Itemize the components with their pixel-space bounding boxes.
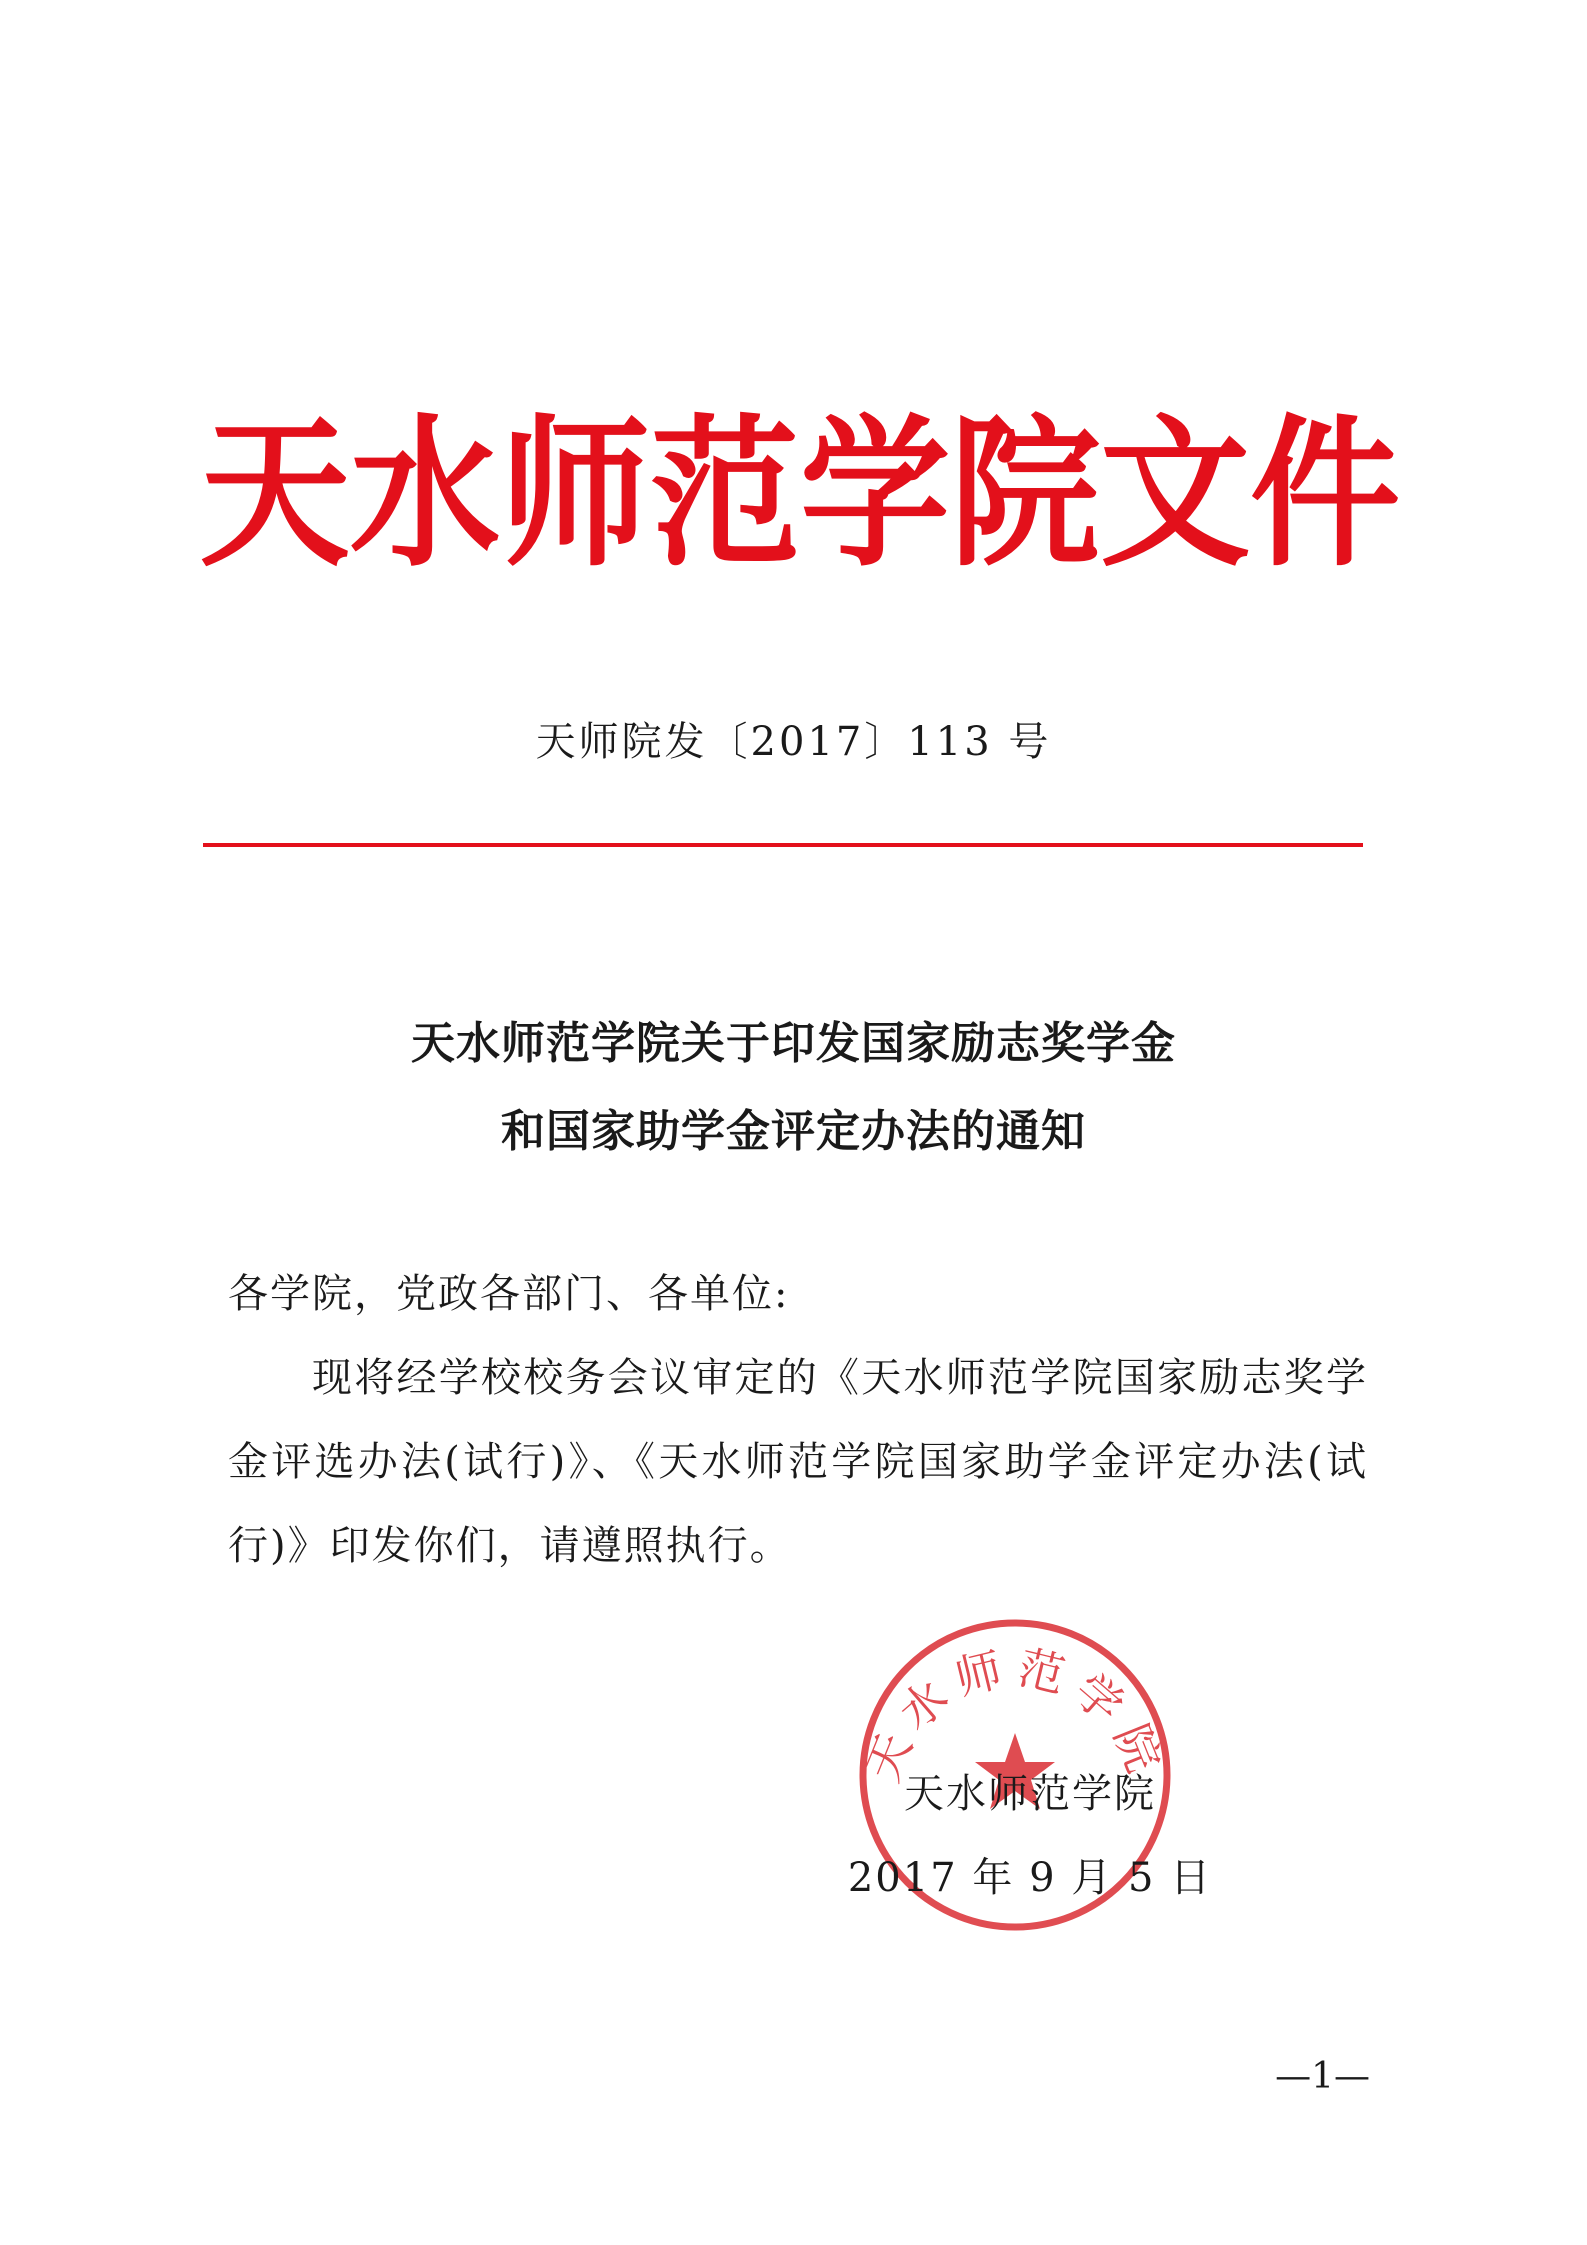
masthead-char: 师	[500, 401, 651, 589]
title-line-2: 和国家助学金评定办法的通知	[501, 1106, 1086, 1157]
document-title	[0, 1000, 1587, 1176]
document-body	[228, 1252, 1368, 1588]
masthead-char: 院	[950, 401, 1101, 589]
masthead-char: 天	[200, 401, 351, 589]
masthead-char: 文	[1100, 401, 1251, 589]
masthead-char: 学	[800, 401, 951, 589]
title-line-1: 天水师范学院关于印发国家励志奖学金	[411, 1018, 1176, 1069]
page-number: —1—	[1275, 2056, 1370, 2097]
body-paragraph: 现将经学校校务会议审定的《天水师范学院国家励志奖学金评选办法(试行)》、《天水师范学院国家助学金评定办法(试行)》印发你们，请遵照执行。	[228, 1355, 1368, 1569]
masthead-char: 件	[1250, 401, 1401, 589]
masthead-char: 范	[650, 401, 801, 589]
red-divider	[203, 843, 1363, 847]
masthead	[200, 400, 1401, 590]
seal-text: 天水师范学院	[855, 1639, 1175, 1789]
document-number: 天师院发〔2017〕113 号	[535, 719, 1052, 765]
signature-block	[760, 1752, 1300, 1920]
masthead-char: 水	[350, 401, 501, 589]
salutation: 各学院，党政各部门、各单位:	[228, 1271, 790, 1317]
signature-org: 天水师范学院	[904, 1771, 1156, 1817]
signature-date: 2017 年 9 月 5 日	[847, 1855, 1213, 1901]
